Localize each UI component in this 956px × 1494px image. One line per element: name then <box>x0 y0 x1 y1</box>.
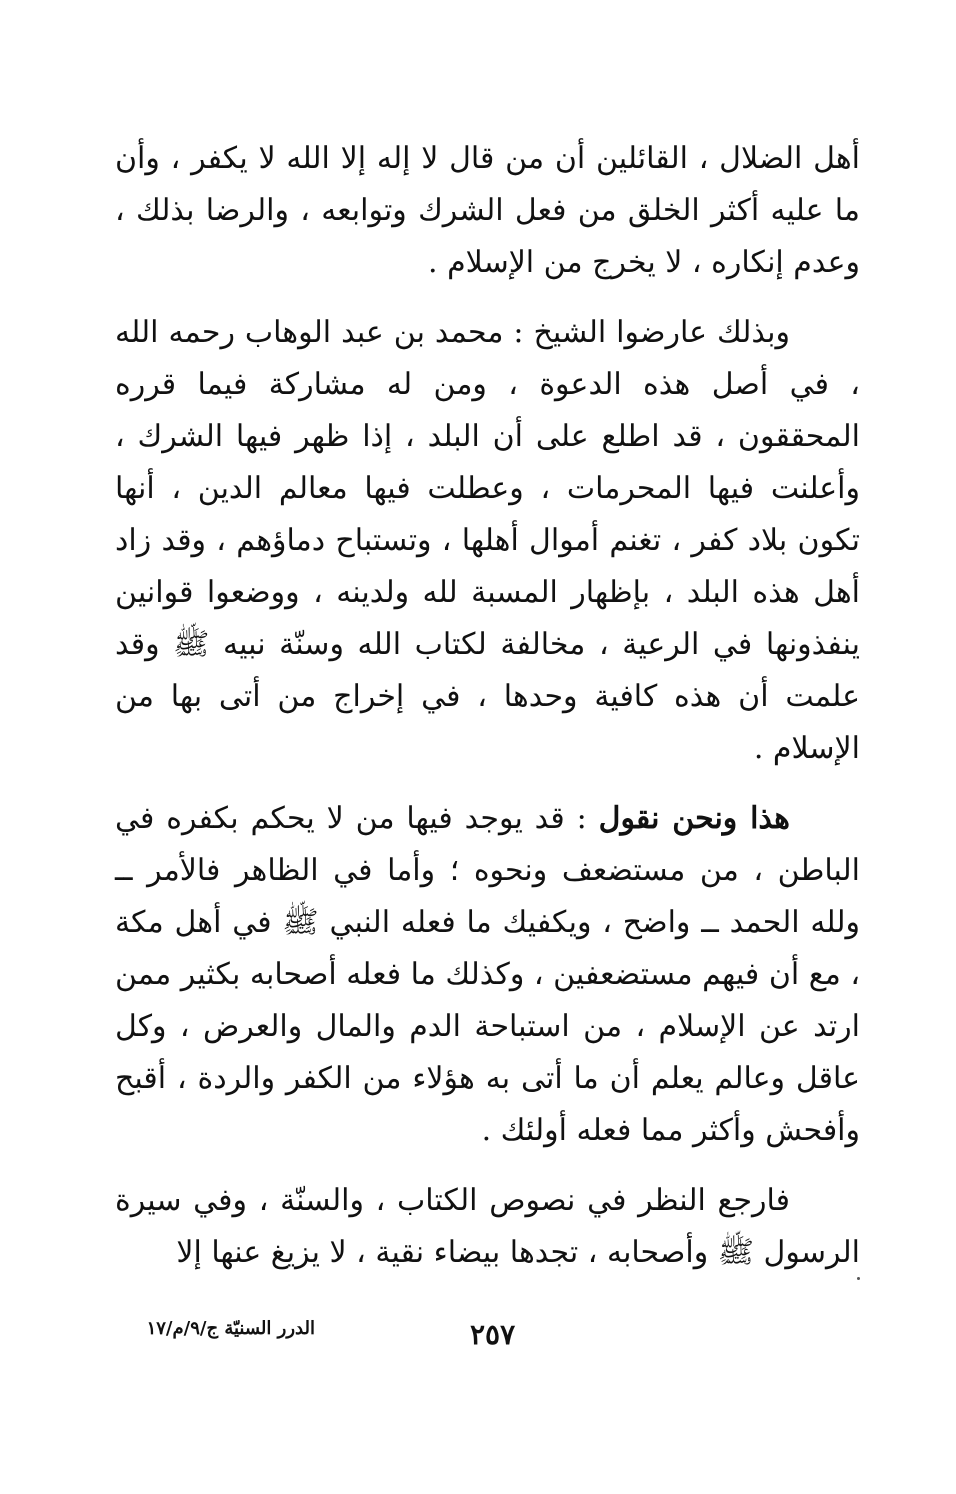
page-number: ٢٥٧ <box>470 1318 516 1351</box>
page-footer <box>115 1318 860 1358</box>
paragraph-text: فارجع النظر في نصوص الكتاب ، والسنّة ، وفي سيرة الرسول ﷺ وأصحابه ، تجدها بيضاء نقية ، لا يزيغ عنها إلا <box>115 1183 860 1270</box>
scan-speck <box>857 1277 860 1280</box>
paragraph-text: : قد يوجد فيها من لا يحكم بكفره في الباطن ، من مستضعف ونحوه ؛ وأما في الظاهر فالأمر ــ ولله الحمد ــ واضح ، ويكفيك ما فعله النبي ﷺ في أهل مكة ، مع أن فيهم مستضعفين ، وكذلك ما فعله أصحابه بكثير ممن ارتد عن الإسلام ، من استباحة الدم والمال والعرض ، وكل عاقل وعالم يعلم أن ما أتى به هؤلاء من الكفر والردة ، أقبح وأفحش وأكثر مما فعله أولئك . <box>115 801 860 1148</box>
page-body <box>115 133 860 1279</box>
paragraph-text: أهل الضلال ، القائلين أن من قال لا إله إلا الله لا يكفر ، وأن ما عليه أكثر الخلق من فعل الشرك وتوابعه ، والرضا بذلك ، وعدم إنكاره ، لا يخرج من الإسلام . <box>115 141 860 280</box>
paragraph-lead: هذا ونحن نقول <box>598 801 790 836</box>
paragraph-1 <box>115 133 860 289</box>
paragraph-text: وبذلك عارضوا الشيخ : محمد بن عبد الوهاب رحمه الله ، في أصل هذه الدعوة ، ومن له مشاركة فيما قرره المحققون ، قد اطلع على أن البلد ، إذا ظهر فيها الشرك ، وأعلنت فيها المحرمات ، وعطلت فيها معالم الدين ، أنها تكون بلاد كفر ، تغنم أموال أهلها ، وتستباح دماؤهم ، وقد زاد أهل هذه البلد ، بإظهار المسبة لله ولدينه ، ووضعوا قوانين ينفذونها في الرعية ، مخالفة لكتاب الله وسنّة نبيه ﷺ وقد علمت أن هذه كافية وحدها ، في إخراج من أتى بها من الإسلام . <box>115 315 860 766</box>
source-reference: الدرر السنيّة ج/٩/م/١٧ <box>146 1318 315 1339</box>
paragraph-3 <box>115 793 860 1157</box>
paragraph-4 <box>115 1175 860 1279</box>
paragraph-2 <box>115 307 860 775</box>
